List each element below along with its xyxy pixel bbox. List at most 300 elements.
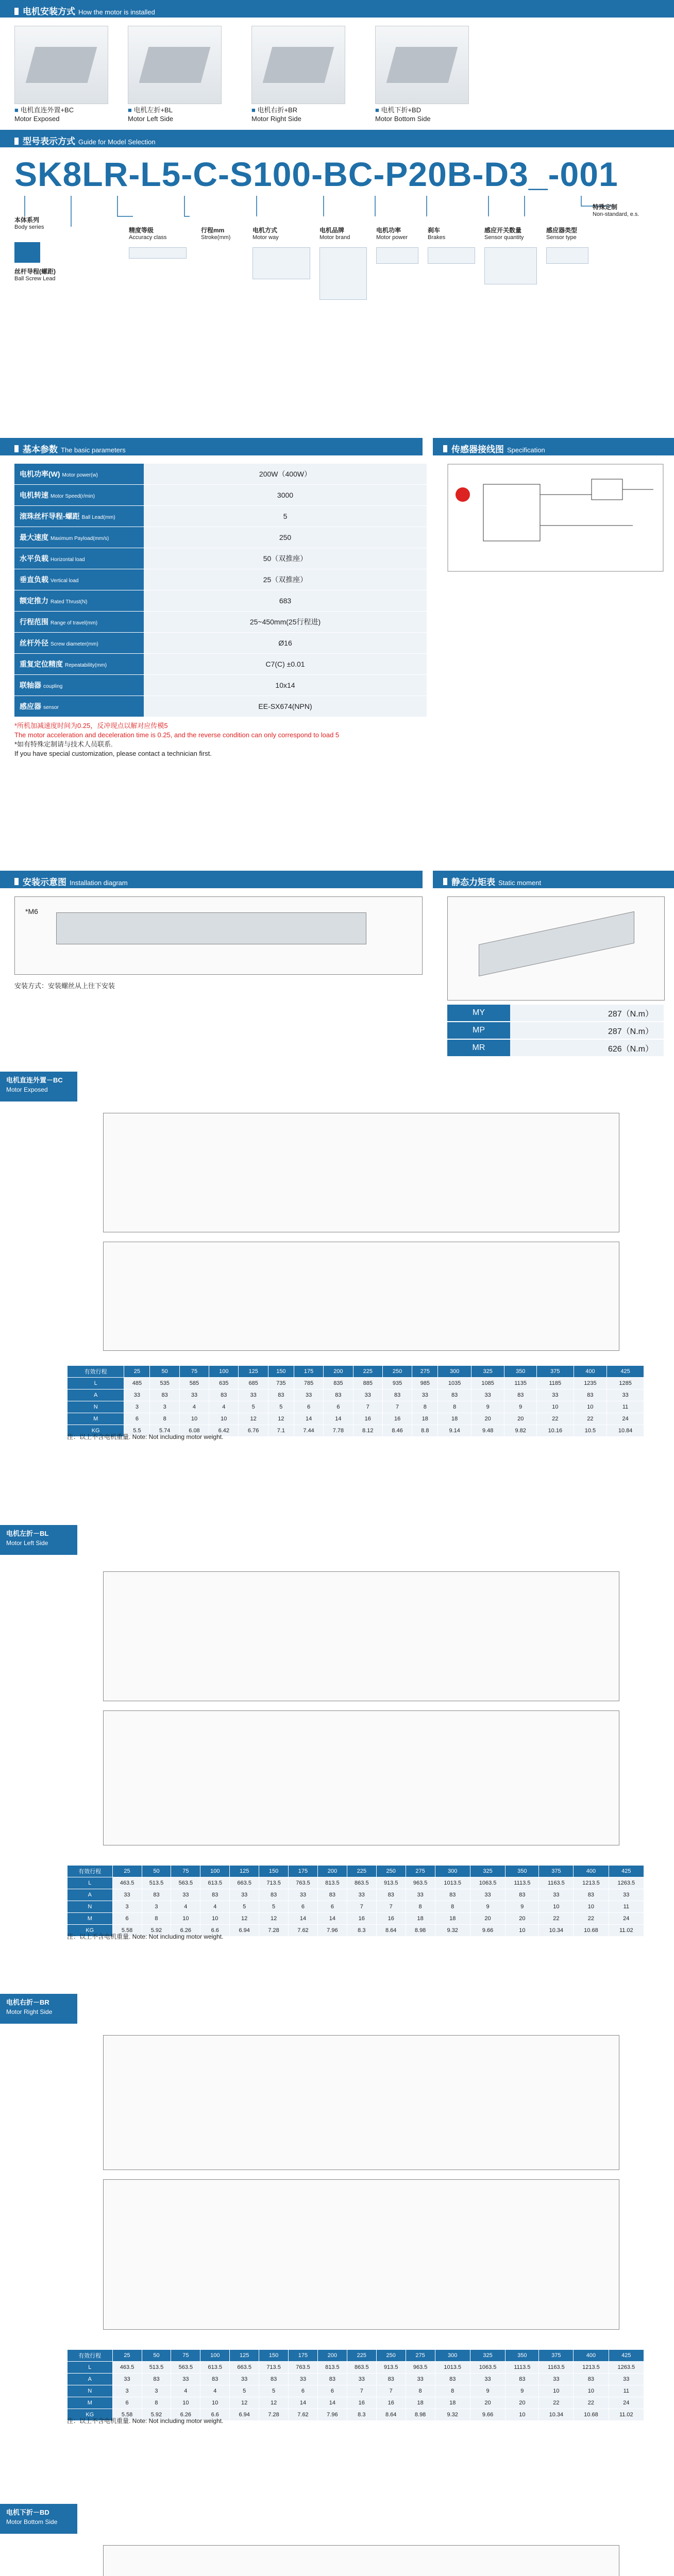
sensor-wiring-diagram [447, 464, 664, 572]
table-cell: 8.64 [376, 1925, 406, 1937]
spec-value: 50（双推座） [144, 548, 427, 569]
table-cell: 9.32 [435, 1925, 470, 1937]
table-cell: 4 [171, 2385, 200, 2397]
table-cell: 785 [294, 1378, 323, 1389]
table-cell: 33 [289, 2374, 318, 2385]
table-header-cell: 425 [609, 2350, 644, 2362]
moment-section-bar: 静态力矩表 Static moment [433, 871, 674, 888]
table-cell: 10.68 [574, 1925, 609, 1937]
table-cell: 1063.5 [470, 2362, 505, 2374]
table-cell: KG [68, 1925, 113, 1937]
table-cell: 83 [268, 1389, 294, 1401]
table-header-cell: 325 [470, 1866, 505, 1877]
table-cell: 6.76 [239, 1425, 268, 1437]
table-cell: 1085 [471, 1378, 504, 1389]
table-cell: 7 [376, 2385, 406, 2397]
table-cell: 6 [289, 2385, 318, 2397]
indicator-led-icon [456, 487, 470, 502]
table-cell: 33 [179, 1389, 209, 1401]
table-cell: 6.6 [200, 2409, 230, 2421]
model-part-brand: 电机品牌 Motor brand [319, 227, 350, 241]
table-cell: 83 [259, 2374, 289, 2385]
spec-row [14, 506, 427, 527]
table-header-cell: 350 [506, 1866, 539, 1877]
table-cell: 6 [112, 2397, 142, 2409]
spec-row [14, 654, 427, 675]
spec-key: 重复定位精度 Repeatability(mm) [14, 654, 144, 675]
table-cell: 1113.5 [506, 1877, 539, 1889]
note-en-2: If you have special customization, please contact a technician first. [14, 750, 212, 757]
table-cell: 12 [259, 1913, 289, 1925]
moment-key: MY [447, 1005, 510, 1022]
table-cell: 463.5 [112, 1877, 142, 1889]
table-cell: 1135 [504, 1378, 537, 1389]
table-header-cell: 175 [289, 1866, 318, 1877]
table-cell: 14 [317, 1913, 347, 1925]
table-cell: 18 [412, 1413, 438, 1425]
table-row [68, 2385, 644, 2397]
mount-label-bc: ■ 电机直连外置+BC Motor Exposed [14, 106, 74, 123]
table-cell: 3 [112, 2385, 142, 2397]
table-cell: 33 [294, 1389, 323, 1401]
model-part-custom: 特殊定制 Non-standard, e.s. [593, 204, 639, 217]
mount-label-bl: ■ 电机左折+BL Motor Left Side [128, 106, 174, 123]
table-cell: 6.26 [171, 1925, 200, 1937]
table-cell: 33 [406, 1889, 435, 1901]
spec-value: 250 [144, 527, 427, 548]
table-cell: 6 [112, 1913, 142, 1925]
spec-row [14, 633, 427, 654]
table-cell: 16 [347, 2397, 376, 2409]
table-cell: 7 [347, 1901, 376, 1913]
table-cell: 83 [574, 2374, 609, 2385]
table-cell: 20 [506, 2397, 539, 2409]
br-drawing [103, 2035, 619, 2170]
table-cell: 83 [150, 1389, 179, 1401]
table-header-row [68, 1866, 644, 1877]
table-cell: 14 [289, 1913, 318, 1925]
table-cell: 33 [124, 1389, 150, 1401]
table-cell: 5 [230, 2385, 259, 2397]
table-header-cell: 325 [471, 1366, 504, 1378]
table-row [68, 1401, 644, 1413]
table-cell: 33 [239, 1389, 268, 1401]
table-cell: 8 [438, 1401, 471, 1413]
table-cell: 863.5 [347, 2362, 376, 2374]
table-cell: 9.32 [435, 2409, 470, 2421]
table-cell: 9 [506, 1901, 539, 1913]
table-cell: 5 [259, 1901, 289, 1913]
section-title: 型号表示方式 [23, 137, 75, 146]
table-header-cell: 150 [268, 1366, 294, 1378]
table-cell: 10 [179, 1413, 209, 1425]
table-cell: 3 [112, 1901, 142, 1913]
spec-row [14, 675, 427, 696]
table-cell: 20 [470, 1913, 505, 1925]
table-cell: 33 [470, 2374, 505, 2385]
model-section-bar [0, 130, 674, 147]
table-header-cell: 200 [324, 1366, 353, 1378]
model-part-lead: 丝杆导程(螺距) Ball Screw Lead [14, 268, 56, 282]
spec-row [14, 696, 427, 717]
table-cell: 513.5 [142, 2362, 171, 2374]
model-part-sensor-type: 感应器类型 Sensor type [546, 227, 578, 241]
model-option-box [319, 247, 367, 300]
table-cell: 863.5 [347, 1877, 376, 1889]
table-cell: 8.3 [347, 2409, 376, 2421]
table-cell: 7.28 [259, 1925, 289, 1937]
note-cn-1: *所机加减速度时间为0.25，反冲现点以解对应传模5 [14, 722, 168, 730]
table-cell: 1113.5 [506, 2362, 539, 2374]
table-cell: 22 [539, 1913, 574, 1925]
table-row [68, 2397, 644, 2409]
table-cell: 83 [200, 2374, 230, 2385]
table-header-cell: 75 [171, 2350, 200, 2362]
table-cell: 10.68 [574, 2409, 609, 2421]
table-cell: 585 [179, 1378, 209, 1389]
table-cell: 713.5 [259, 1877, 289, 1889]
table-header-cell: 400 [574, 2350, 609, 2362]
table-cell: 10 [574, 1901, 609, 1913]
table-header-cell: 175 [294, 1366, 323, 1378]
table-cell: 10 [506, 2409, 539, 2421]
model-option-box [14, 242, 40, 263]
section-title: 电机安装方式 [23, 7, 75, 16]
table-cell: 7 [382, 1401, 412, 1413]
table-header-cell: 325 [470, 2350, 505, 2362]
table-cell: 4 [171, 1901, 200, 1913]
table-cell: 6 [317, 2385, 347, 2397]
spec-value: EE-SX674(NPN) [144, 696, 427, 717]
table-cell: 3 [142, 1901, 171, 1913]
spec-row [14, 548, 427, 569]
table-cell: M [68, 1413, 124, 1425]
table-cell: 9 [471, 1401, 504, 1413]
table-cell: 5 [239, 1401, 268, 1413]
table-cell: 20 [506, 1913, 539, 1925]
table-cell: 9.14 [438, 1425, 471, 1437]
table-cell: 9 [470, 2385, 505, 2397]
table-cell: 835 [324, 1378, 353, 1389]
table-cell: 3 [124, 1401, 150, 1413]
table-header-cell: 400 [574, 1866, 609, 1877]
bc-section-tag: 电机直连外置－BC Motor Exposed [0, 1072, 77, 1101]
br-dim-table [67, 2349, 644, 2421]
table-header-cell: 300 [435, 1866, 470, 1877]
table-cell: 33 [609, 2374, 644, 2385]
spec-key: 滚珠丝杆导程-螺距 Ball Lead(mm) [14, 506, 144, 527]
table-cell: 16 [376, 1913, 406, 1925]
table-header-cell: 275 [406, 1866, 435, 1877]
table-cell: 10 [537, 1401, 574, 1413]
table-cell: 813.5 [317, 2362, 347, 2374]
table-cell: 485 [124, 1378, 150, 1389]
table-cell: 813.5 [317, 1877, 347, 1889]
table-cell: 10 [200, 2397, 230, 2409]
table-header-cell: 有效行程 [68, 1866, 113, 1877]
table-cell: 33 [406, 2374, 435, 2385]
model-option-box [376, 247, 418, 264]
table-cell: 913.5 [376, 2362, 406, 2374]
table-cell: 8.8 [412, 1425, 438, 1437]
table-cell: 8.12 [353, 1425, 382, 1437]
table-cell: 22 [574, 1913, 609, 1925]
table-cell: 10.16 [537, 1425, 574, 1437]
table-cell: 8.64 [376, 2409, 406, 2421]
table-cell: 3 [150, 1401, 179, 1413]
br-note: 注：以上不含电机重量. Note: Not including motor weight. [67, 2417, 224, 2425]
table-cell: 5.58 [112, 2409, 142, 2421]
bd-section-tag: 电机下折－BD Motor Bottom Side [0, 2504, 77, 2534]
table-cell: 33 [171, 2374, 200, 2385]
table-cell: 763.5 [289, 1877, 318, 1889]
table-cell: 33 [539, 1889, 574, 1901]
table-cell: 8.98 [406, 2409, 435, 2421]
table-cell: 9.66 [470, 1925, 505, 1937]
table-cell: 11 [607, 1401, 644, 1413]
table-cell: 4 [200, 2385, 230, 2397]
table-cell: 5.5 [124, 1425, 150, 1437]
table-cell: 5.58 [112, 1925, 142, 1937]
table-cell: 685 [239, 1378, 268, 1389]
table-cell: 24 [609, 2397, 644, 2409]
table-header-cell: 50 [142, 1866, 171, 1877]
table-cell: 33 [537, 1389, 574, 1401]
table-cell: 24 [607, 1413, 644, 1425]
table-header-cell: 有效行程 [68, 2350, 113, 2362]
table-cell: 83 [506, 1889, 539, 1901]
table-cell: KG [68, 1425, 124, 1437]
table-cell: 7.62 [289, 1925, 318, 1937]
table-cell: 7 [353, 1401, 382, 1413]
model-part-sensor-qty: 感应开关数量 Sensor quantity [484, 227, 524, 241]
spec-key: 最大速度 Maximum Payload(mm/s) [14, 527, 144, 548]
table-cell: 33 [539, 2374, 574, 2385]
table-cell: 1185 [537, 1378, 574, 1389]
table-cell: 33 [230, 2374, 259, 2385]
table-cell: 22 [574, 2397, 609, 2409]
table-cell: 83 [200, 1889, 230, 1901]
table-cell: 8 [142, 1913, 171, 1925]
table-cell: 83 [504, 1389, 537, 1401]
table-row [68, 1413, 644, 1425]
table-cell: 33 [353, 1389, 382, 1401]
table-cell: 6 [294, 1401, 323, 1413]
table-cell: 1013.5 [435, 2362, 470, 2374]
screw-label: *M6 [25, 907, 38, 916]
spec-value: 683 [144, 590, 427, 612]
table-cell: 8.46 [382, 1425, 412, 1437]
table-header-cell: 50 [150, 1366, 179, 1378]
static-moment-diagram [447, 896, 665, 1001]
section-subtitle: How the motor is installed [78, 8, 155, 16]
bc-drawing [103, 1113, 619, 1232]
table-cell: 6.42 [209, 1425, 239, 1437]
moment-row [447, 1005, 664, 1022]
table-cell: 563.5 [171, 1877, 200, 1889]
table-header-cell: 75 [179, 1366, 209, 1378]
table-row [68, 1389, 644, 1401]
table-cell: 9 [506, 2385, 539, 2397]
spec-value: 200W（400W） [144, 464, 427, 485]
table-cell: 4 [200, 1901, 230, 1913]
table-cell: 16 [376, 2397, 406, 2409]
bc-note: 注：以上不含电机重量. Note: Not including motor weight. [67, 1433, 224, 1440]
table-cell: 10 [171, 1913, 200, 1925]
table-cell: A [68, 1389, 124, 1401]
table-cell: 763.5 [289, 2362, 318, 2374]
model-part-body: 本体系列 Body series [14, 216, 44, 230]
table-cell: 6 [124, 1413, 150, 1425]
table-cell: 10 [200, 1913, 230, 1925]
table-cell: 33 [607, 1389, 644, 1401]
table-header-row [68, 2350, 644, 2362]
mount-image-bd [375, 26, 469, 104]
table-header-cell: 有效行程 [68, 1366, 124, 1378]
table-cell: 6.94 [230, 1925, 259, 1937]
spec-row [14, 464, 427, 485]
table-cell: 6.26 [171, 2409, 200, 2421]
spec-key: 垂直负载 Vertical load [14, 569, 144, 590]
table-cell: 1263.5 [609, 1877, 644, 1889]
table-cell: 83 [382, 1389, 412, 1401]
table-header-cell: 150 [259, 2350, 289, 2362]
table-cell: 83 [317, 2374, 347, 2385]
table-cell: 8 [406, 1901, 435, 1913]
table-cell: 83 [324, 1389, 353, 1401]
table-cell: 1285 [607, 1378, 644, 1389]
table-cell: 83 [506, 2374, 539, 2385]
install-caption: 安装方式：安装螺丝从上往下安装 [14, 982, 115, 990]
table-cell: 20 [471, 1413, 504, 1425]
table-cell: M [68, 1913, 113, 1925]
table-cell: 5.74 [150, 1425, 179, 1437]
table-cell: 6.08 [179, 1425, 209, 1437]
spec-value: 10x14 [144, 675, 427, 696]
table-cell: 10 [574, 1401, 607, 1413]
table-cell: 10.5 [574, 1425, 607, 1437]
table-cell: 14 [324, 1413, 353, 1425]
table-header-cell: 250 [376, 2350, 406, 2362]
table-cell: 12 [239, 1413, 268, 1425]
table-cell: 6 [317, 1901, 347, 1913]
spec-row [14, 569, 427, 590]
spec-table [14, 464, 427, 717]
mount-image-bl [128, 26, 222, 104]
table-cell: 7.28 [259, 2409, 289, 2421]
table-header-cell: 25 [112, 1866, 142, 1877]
table-cell: 10 [506, 1925, 539, 1937]
spec-row [14, 485, 427, 506]
moment-row [447, 1039, 664, 1057]
table-cell: 8 [406, 2385, 435, 2397]
table-header-cell: 425 [607, 1366, 644, 1378]
table-cell: 12 [230, 2397, 259, 2409]
table-header-cell: 200 [317, 2350, 347, 2362]
spec-key: 电机功率(W) Motor power(w) [14, 464, 144, 485]
table-cell: 7.78 [324, 1425, 353, 1437]
table-cell: 10 [209, 1413, 239, 1425]
model-part-brakes: 刹车 Brakes [428, 227, 446, 241]
table-cell: 7.1 [268, 1425, 294, 1437]
table-cell: 8 [435, 1901, 470, 1913]
table-cell: 535 [150, 1378, 179, 1389]
table-cell: 7 [376, 1901, 406, 1913]
table-cell: 20 [504, 1413, 537, 1425]
table-cell: 10 [539, 1901, 574, 1913]
table-cell: 8 [150, 1413, 179, 1425]
table-cell: 7.96 [317, 2409, 347, 2421]
table-header-cell: 175 [289, 2350, 318, 2362]
table-header-row [68, 1366, 644, 1378]
installation-diagram [14, 896, 423, 975]
table-cell: 83 [317, 1889, 347, 1901]
table-cell: 14 [289, 2397, 318, 2409]
model-part-motor-way: 电机方式 Motor way [252, 227, 279, 241]
table-cell: 83 [142, 1889, 171, 1901]
table-cell: 18 [435, 1913, 470, 1925]
table-header-cell: 100 [209, 1366, 239, 1378]
table-cell: 1163.5 [539, 2362, 574, 2374]
table-cell: 83 [574, 1389, 607, 1401]
moment-row [447, 1022, 664, 1039]
table-row [68, 1901, 644, 1913]
table-cell: N [68, 1901, 113, 1913]
moment-value: 626（N.m） [510, 1039, 664, 1057]
table-header-cell: 300 [438, 1366, 471, 1378]
spec-key: 电机转速 Motor Speed(r/min) [14, 485, 144, 506]
table-cell: 10 [171, 2397, 200, 2409]
table-cell: 33 [470, 1889, 505, 1901]
table-cell: 12 [230, 1913, 259, 1925]
table-cell: 14 [317, 2397, 347, 2409]
table-cell: 1035 [438, 1378, 471, 1389]
table-row [68, 1378, 644, 1389]
table-cell: 613.5 [200, 1877, 230, 1889]
table-cell: 6.94 [230, 2409, 259, 2421]
table-cell: A [68, 2374, 113, 2385]
table-cell: L [68, 1877, 113, 1889]
spec-value: 5 [144, 506, 427, 527]
spec-key: 行程范围 Range of travel(mm) [14, 612, 144, 633]
table-header-cell: 225 [353, 1366, 382, 1378]
table-cell: 33 [609, 1889, 644, 1901]
table-cell: 963.5 [406, 2362, 435, 2374]
table-cell: 10.84 [607, 1425, 644, 1437]
table-cell: 1163.5 [539, 1877, 574, 1889]
section-subtitle: Guide for Model Selection [78, 138, 156, 146]
table-cell: 33 [412, 1389, 438, 1401]
table-cell: 713.5 [259, 2362, 289, 2374]
table-header-cell: 275 [406, 2350, 435, 2362]
moment-value: 287（N.m） [510, 1022, 664, 1039]
table-cell: 20 [470, 2397, 505, 2409]
table-cell: 11.02 [609, 2409, 644, 2421]
table-header-cell: 250 [376, 1866, 406, 1877]
spec-key: 联轴器 coupling [14, 675, 144, 696]
table-cell: 18 [406, 2397, 435, 2409]
spec-key: 水平负载 Horizontal load [14, 548, 144, 569]
moment-key: MR [447, 1039, 510, 1057]
table-cell: 83 [574, 1889, 609, 1901]
table-cell: 735 [268, 1378, 294, 1389]
model-option-box [484, 247, 537, 284]
table-cell: 10.34 [539, 2409, 574, 2421]
mount-image-bc [14, 26, 108, 104]
table-cell: 7.96 [317, 1925, 347, 1937]
table-header-cell: 25 [124, 1366, 150, 1378]
table-row [68, 1889, 644, 1901]
